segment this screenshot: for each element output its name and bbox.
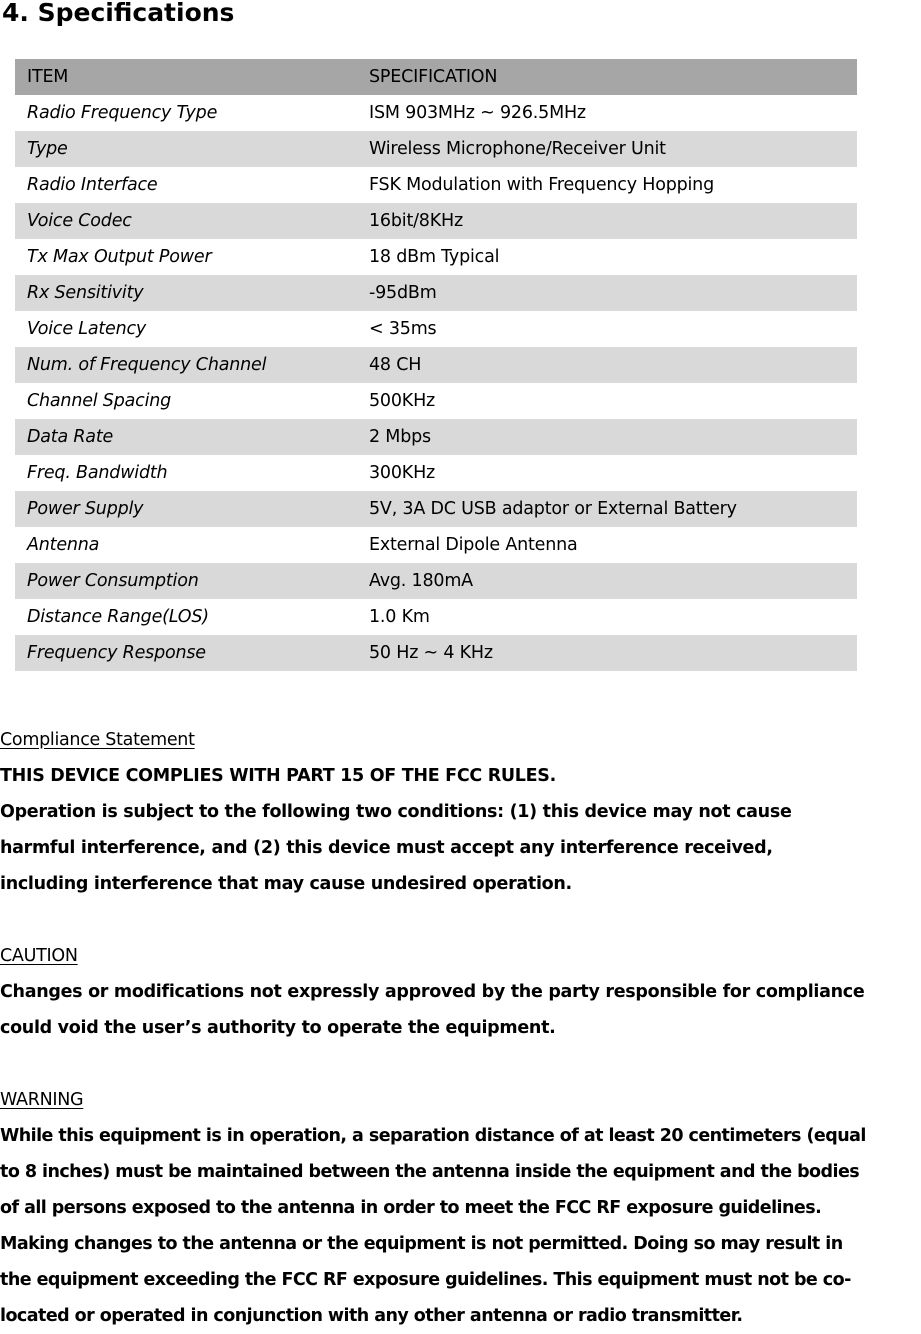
spec-cell: 5V, 3A DC USB adaptor or External Battery — [369, 499, 737, 519]
item-cell: Power Consumption — [27, 571, 199, 591]
compliance-statement-section — [0, 722, 921, 902]
caution-section — [0, 938, 921, 1046]
spec-cell: 500KHz — [369, 391, 436, 411]
spec-cell: < 35ms — [369, 319, 437, 339]
specification-column-header: SPECIFICATION — [369, 67, 498, 87]
caution-heading: CAUTION — [0, 946, 78, 966]
table-row — [15, 635, 857, 671]
spec-cell: 18 dBm Typical — [369, 247, 500, 267]
warning-line: the equipment exceeding the FCC RF exposure guidelines. This equipment must not be co- — [0, 1270, 851, 1290]
item-cell: Voice Latency — [27, 319, 147, 339]
item-cell: Distance Range(LOS) — [27, 607, 209, 627]
compliance-statement-heading: Compliance Statement — [0, 730, 195, 750]
warning-line: of all persons exposed to the antenna in order to meet the FCC RF exposure guidelines. — [0, 1198, 822, 1218]
compliance-line: including interference that may cause undesired operation. — [0, 874, 572, 894]
spec-table — [15, 59, 857, 671]
table-row — [15, 275, 857, 311]
item-cell: Power Supply — [27, 499, 144, 519]
spec-cell: Wireless Microphone/Receiver Unit — [369, 139, 666, 159]
spec-cell: ISM 903MHz ~ 926.5MHz — [369, 103, 586, 123]
spec-cell: 2 Mbps — [369, 427, 431, 447]
item-cell: Rx Sensitivity — [27, 283, 144, 303]
compliance-line: THIS DEVICE COMPLIES WITH PART 15 OF THE FCC RULES. — [0, 766, 556, 786]
table-row — [15, 455, 857, 491]
item-cell: Tx Max Output Power — [27, 247, 212, 267]
table-row — [15, 95, 857, 131]
table-row — [15, 527, 857, 563]
table-row — [15, 383, 857, 419]
compliance-line: harmful interference, and (2) this device must accept any interference received, — [0, 838, 773, 858]
spec-cell: 48 CH — [369, 355, 422, 375]
compliance-line: Operation is subject to the following two conditions: (1) this device may not cause — [0, 802, 792, 822]
table-row — [15, 131, 857, 167]
item-cell: Num. of Frequency Channel — [27, 355, 267, 375]
table-row — [15, 239, 857, 275]
item-cell: Data Rate — [27, 427, 114, 447]
table-row — [15, 599, 857, 635]
item-cell: Type — [27, 139, 68, 159]
table-row — [15, 167, 857, 203]
item-cell: Channel Spacing — [27, 391, 172, 411]
spec-cell: 1.0 Km — [369, 607, 430, 627]
item-cell: Freq. Bandwidth — [27, 463, 168, 483]
caution-line: could void the user’s authority to operate the equipment. — [0, 1018, 556, 1038]
table-row — [15, 563, 857, 599]
item-cell: Radio Frequency Type — [27, 103, 218, 123]
table-row — [15, 491, 857, 527]
spec-cell: 16bit/8KHz — [369, 211, 463, 231]
spec-cell: FSK Modulation with Frequency Hopping — [369, 175, 714, 195]
warning-line: While this equipment is in operation, a separation distance of at least 20 centimeters (equal — [0, 1126, 866, 1146]
item-cell: Antenna — [27, 535, 100, 555]
spec-cell: 50 Hz ~ 4 KHz — [369, 643, 493, 663]
warning-line: to 8 inches) must be maintained between the antenna inside the equipment and the bodies — [0, 1162, 860, 1182]
item-column-header: ITEM — [27, 67, 69, 87]
spec-cell: Avg. 180mA — [369, 571, 473, 591]
warning-heading: WARNING — [0, 1090, 84, 1110]
item-cell: Voice Codec — [27, 211, 132, 231]
page-title: 4. Specifications — [2, 0, 235, 27]
spec-cell: -95dBm — [369, 283, 437, 303]
caution-line: Changes or modifications not expressly approved by the party responsible for compliance — [0, 982, 865, 1002]
warning-line: located or operated in conjunction with any other antenna or radio transmitter. — [0, 1306, 743, 1326]
table-row — [15, 311, 857, 347]
table-row — [15, 203, 857, 239]
item-cell: Radio Interface — [27, 175, 158, 195]
table-row — [15, 419, 857, 455]
spec-cell: External Dipole Antenna — [369, 535, 578, 555]
spec-cell: 300KHz — [369, 463, 436, 483]
warning-line: Making changes to the antenna or the equipment is not permitted. Doing so may result in — [0, 1234, 843, 1254]
table-row — [15, 347, 857, 383]
warning-section — [0, 1082, 921, 1334]
item-cell: Frequency Response — [27, 643, 206, 663]
table-header-row — [15, 59, 857, 95]
